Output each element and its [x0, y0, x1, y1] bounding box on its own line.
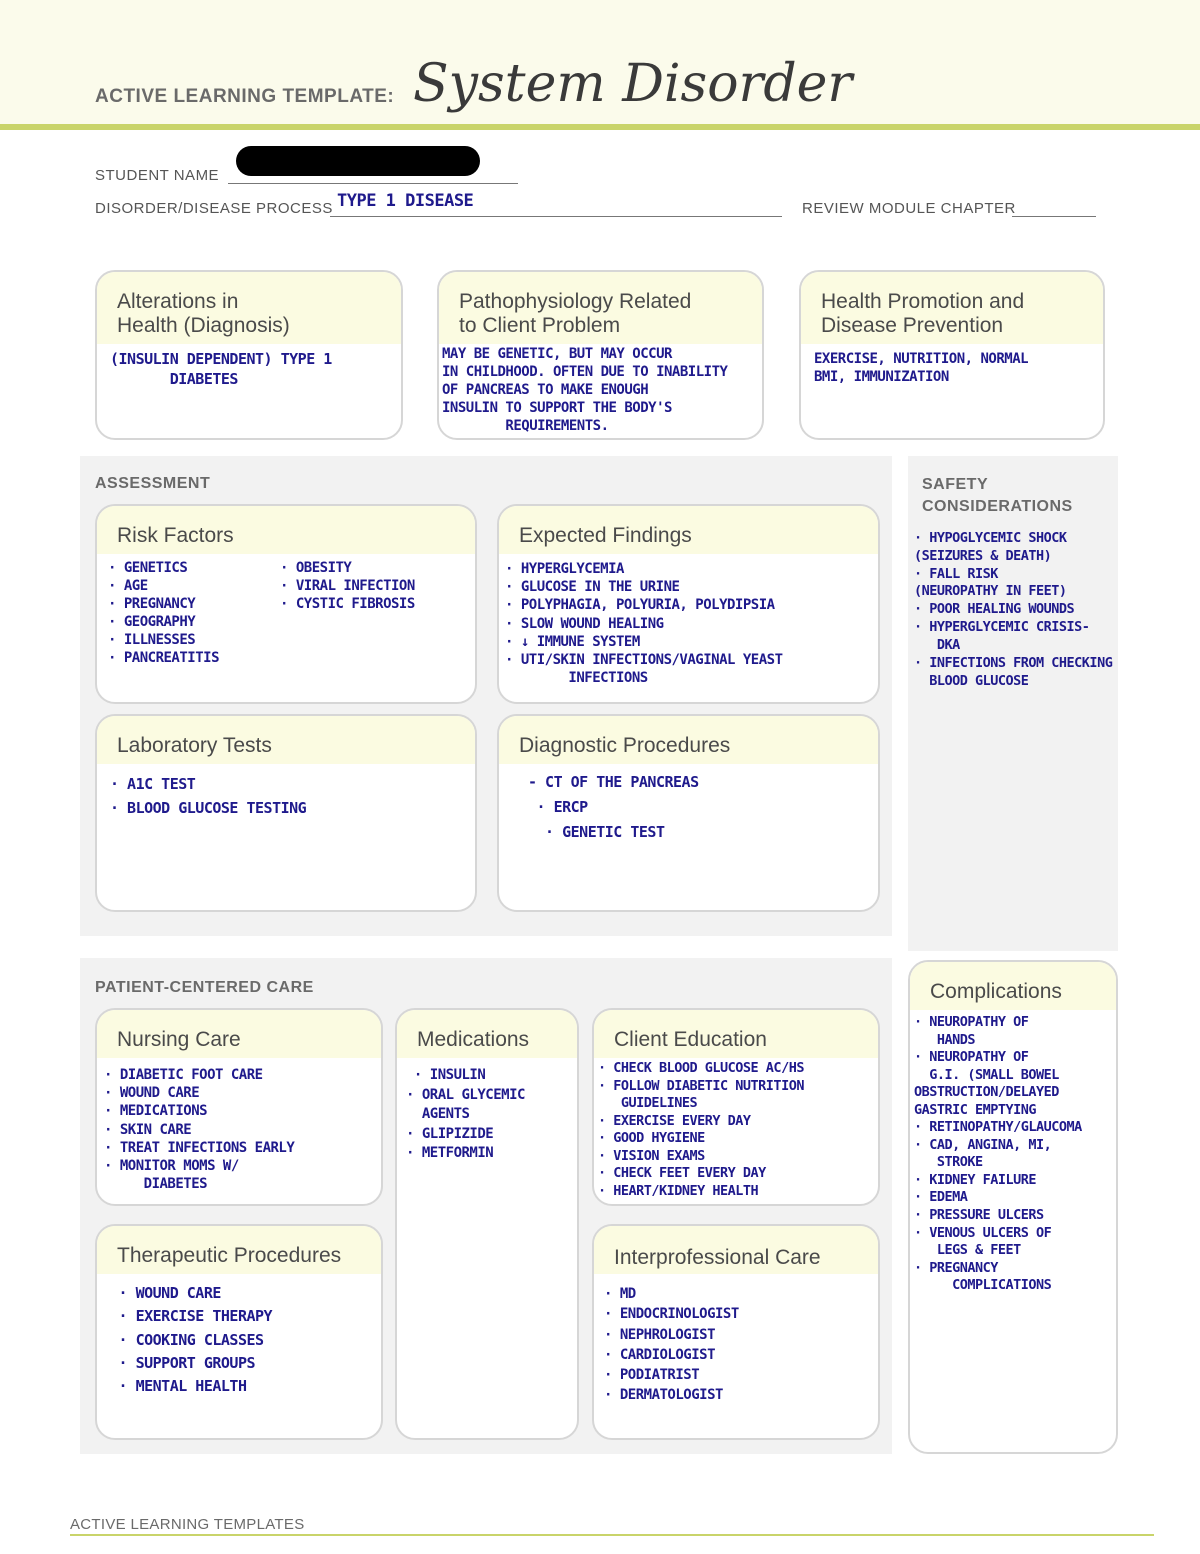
interprofessional-care-title: Interprofessional Care: [614, 1246, 821, 1269]
pathophysiology-title: Pathophysiology Related to Client Problem: [439, 272, 762, 344]
complications-title: Complications: [910, 962, 1116, 1010]
diagnostic-procedures-content: - CT OF THE PANCREAS · ERCP · GENETIC TEST: [528, 773, 699, 841]
laboratory-tests-title: Laboratory Tests: [97, 716, 475, 764]
risk-factors-title: Risk Factors: [97, 506, 475, 554]
disorder-label: DISORDER/DISEASE PROCESS: [95, 200, 333, 217]
alterations-title: Alterations in Health (Diagnosis): [97, 272, 401, 344]
student-name-field[interactable]: [228, 183, 518, 184]
assessment-label: ASSESSMENT: [95, 475, 211, 492]
interprofessional-care-content: · MD · ENDOCRINOLOGIST · NEPHROLOGIST · CARDIOLOGIST · PODIATRIST · DERMATOLOGIST: [604, 1286, 739, 1404]
footer-rule: [70, 1534, 1154, 1536]
nursing-care-title: Nursing Care: [97, 1010, 381, 1058]
expected-findings-content: · HYPERGLYCEMIA · GLUCOSE IN THE URINE · POLYPHAGIA, POLYURIA, POLYDIPSIA · SLOW WOUND HEALING · ↓ IMMUNE SYSTEM · UTI/SKIN INFECTIONS/VAGINAL YEAST INFECTIONS: [505, 561, 783, 687]
alterations-content: (INSULIN DEPENDENT) TYPE 1 DIABETES: [110, 350, 332, 388]
template-title: System Disorder: [413, 54, 853, 114]
safety-content: · HYPOGLYCEMIC SHOCK (SEIZURES & DEATH) · FALL RISK (NEUROPATHY IN FEET) · POOR HEALING WOUNDS · HYPERGLYCEMIC CRISIS- DKA · INFECTIONS FROM CHECKING BLOOD GLUCOSE: [914, 530, 1113, 689]
disorder-value: TYPE 1 DISEASE: [337, 191, 474, 211]
student-name-label: STUDENT NAME: [95, 167, 220, 184]
therapeutic-procedures-content: · WOUND CARE · EXERCISE THERAPY · COOKING CLASSES · SUPPORT GROUPS · MENTAL HEALTH: [118, 1284, 273, 1395]
diagnostic-procedures-title: Diagnostic Procedures: [499, 716, 878, 764]
review-chapter-label: REVIEW MODULE CHAPTER: [802, 200, 1016, 217]
health-promotion-title: Health Promotion and Disease Prevention: [801, 272, 1103, 344]
laboratory-tests-content: · A1C TEST · BLOOD GLUCOSE TESTING: [110, 775, 307, 817]
disorder-field[interactable]: [330, 216, 782, 217]
complications-content: · NEUROPATHY OF HANDS · NEUROPATHY OF G.I. (SMALL BOWEL OBSTRUCTION/DELAYED GASTRIC EMPTYING · RETINOPATHY/GLAUCOMA · CAD, ANGINA, MI, STROKE · KIDNEY FAILURE · EDEMA · PRESSURE ULCERS · VENOUS ULCERS OF LEGS & FEET · PREGNANCY COMPLICATIONS: [914, 1014, 1082, 1294]
therapeutic-procedures-title: Therapeutic Procedures: [97, 1226, 381, 1274]
risk-factors-col2: · OBESITY · VIRAL INFECTION · CYSTIC FIBROSIS: [280, 560, 415, 612]
client-education-title: Client Education: [594, 1010, 878, 1058]
header-rule: [0, 124, 1200, 130]
patient-centered-care-label: PATIENT-CENTERED CARE: [95, 979, 314, 996]
medications-title: Medications: [397, 1010, 577, 1058]
client-education-content: · CHECK BLOOD GLUCOSE AC/HS · FOLLOW DIABETIC NUTRITION GUIDELINES · EXERCISE EVERY DAY · GOOD HYGIENE · VISION EXAMS · CHECK FEET EVERY DAY · HEART/KIDNEY HEALTH: [598, 1060, 804, 1199]
nursing-care-content: · DIABETIC FOOT CARE · WOUND CARE · MEDICATIONS · SKIN CARE · TREAT INFECTIONS EARLY · MONITOR MOMS W/ DIABETES: [104, 1067, 295, 1193]
pathophysiology-content: MAY BE GENETIC, BUT MAY OCCUR IN CHILDHOOD. OFTEN DUE TO INABILITY OF PANCREAS TO MAKE ENOUGH INSULIN TO SUPPORT THE BODY'S REQUIREMENTS.: [442, 346, 728, 434]
review-chapter-field[interactable]: [1012, 216, 1096, 217]
risk-factors-col1: · GENETICS · AGE · PREGNANCY · GEOGRAPHY · ILLNESSES · PANCREATITIS: [108, 560, 220, 666]
health-promotion-content: EXERCISE, NUTRITION, NORMAL BMI, IMMUNIZATION: [814, 351, 1029, 386]
medications-content: · INSULIN · ORAL GLYCEMIC AGENTS · GLIPIZIDE · METFORMIN: [406, 1067, 525, 1162]
template-label: ACTIVE LEARNING TEMPLATE:: [95, 86, 395, 107]
expected-findings-title: Expected Findings: [499, 506, 878, 554]
safety-label: SAFETY CONSIDERATIONS: [922, 476, 1073, 516]
redacted-name: [236, 146, 480, 176]
footer-text: ACTIVE LEARNING TEMPLATES: [70, 1516, 305, 1533]
